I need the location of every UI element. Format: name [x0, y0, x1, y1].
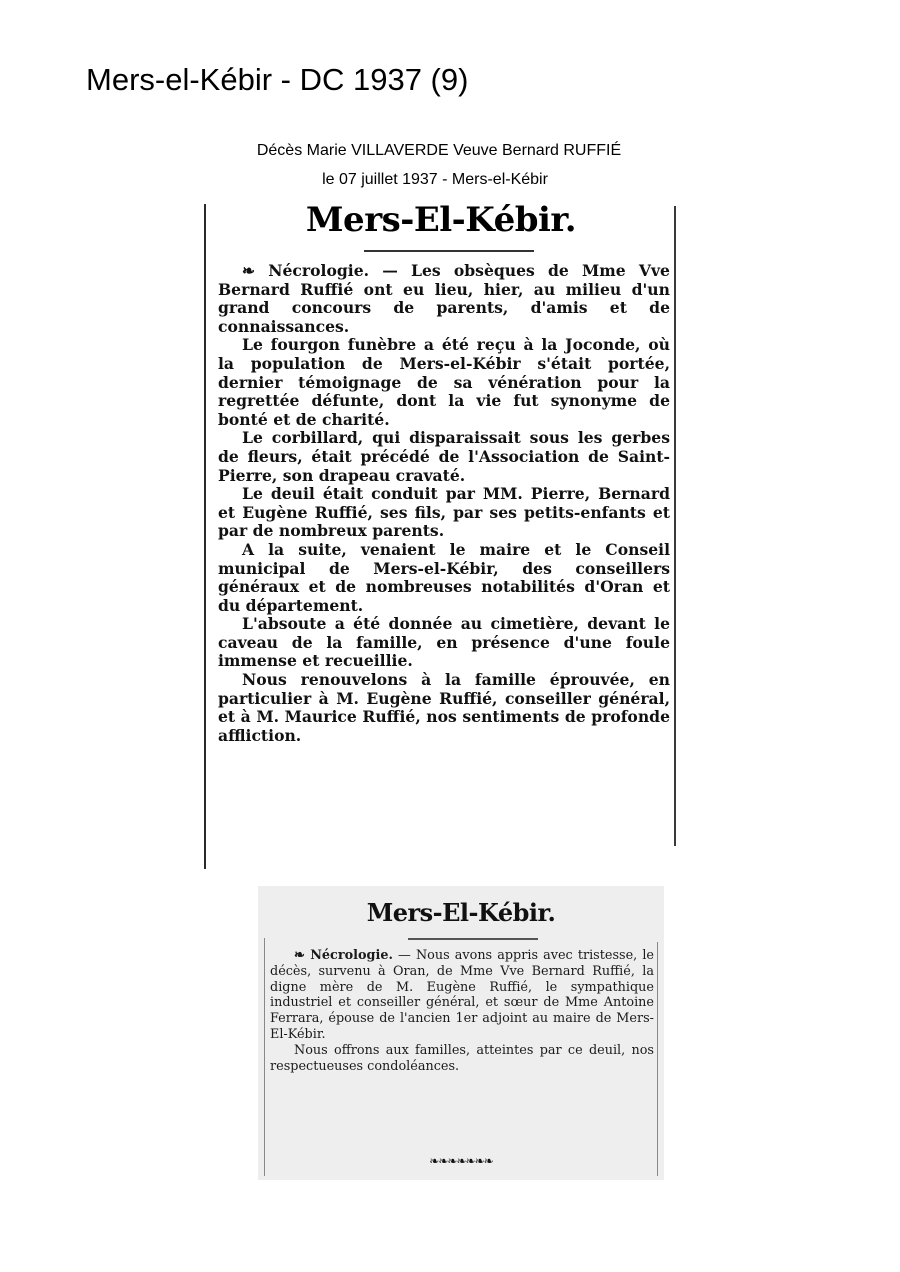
- column-rule-right: [657, 942, 658, 1176]
- end-ornament: ❧❧❧❧❧❧❧: [429, 1154, 493, 1168]
- paragraph: Nous renouvelons à la famille éprouvée, en particulier à M. Eugène Ruffié, conseiller général, et à M. Maurice Ruffié, nos sentiments de profonde affliction.: [218, 670, 670, 745]
- paragraph: [218, 262, 670, 336]
- clipping-masthead: Mers-El-Kébir.: [305, 200, 577, 240]
- paragraph: L'absoute a été donnée au cimetière, devant le caveau de la famille, en présence d'une foule immense et recueillie.: [218, 614, 670, 671]
- caption-death-record: Décès Marie VILLAVERDE Veuve Bernard RUFFIÉ: [256, 142, 622, 159]
- paragraph-text: — Nous avons appris avec tristesse, le décès, survenu à Oran, de Mme Vve Bernard Ruffié, la digne mère de M. Eugène Ruffié, le sympathique industriel et conseiller général, et sœur de Mme Antoine Ferrara, épouse de l'ancien 1er adjoint au maire de Mers-El-Kébir.: [270, 948, 655, 1042]
- newspaper-clipping-obituary: [204, 196, 678, 871]
- masthead-rule: [364, 250, 534, 255]
- section-lead: ❧ Nécrologie.: [242, 261, 370, 280]
- paragraph: [270, 948, 654, 1043]
- paragraph: Le corbillard, qui disparaissait sous les gerbes de fleurs, était précédé de l'Association de Saint-Pierre, son drapeau cravaté.: [218, 428, 670, 485]
- paragraph: Nous offrons aux familles, atteintes par ce deuil, nos respectueuses condoléances.: [270, 1042, 654, 1074]
- page-heading: Mers-el-Kébir - DC 1937 (9): [86, 62, 469, 97]
- paragraph: Le fourgon funèbre a été reçu à la Joconde, où la population de Mers-el-Kébir s'était portée, dernier témoignage de sa vénération pour la regrettée défunte, dont la vie fut synonyme de bonté et de charité.: [218, 335, 670, 429]
- newspaper-clipping-death-notice: [258, 886, 664, 1180]
- clipping-masthead: Mers-El-Kébir.: [366, 898, 556, 927]
- column-rule-left: [264, 938, 265, 1176]
- paragraph: Le deuil était conduit par MM. Pierre, Bernard et Eugène Ruffié, ses fils, par ses petits-enfants et par de nombreux parents.: [218, 484, 670, 541]
- caption-date-place: le 07 juillet 1937 - Mers-el-Kébir: [322, 171, 548, 188]
- section-lead: ❧ Nécrologie.: [294, 948, 393, 963]
- column-rule-right: [674, 206, 676, 846]
- column-rule-left: [204, 204, 206, 869]
- clipping-body: [218, 262, 670, 745]
- paragraph: A la suite, venaient le maire et le Conseil municipal de Mers-el-Kébir, des conseillers généraux et de nombreuses notabilités d'Oran et du département.: [218, 539, 670, 615]
- paragraph-text: — Les obsèques de Mme Vve Bernard Ruffié ont eu lieu, hier, au milieu d'un grand concours de parents, d'amis et de connaissances.: [218, 261, 670, 336]
- masthead-rule: [408, 938, 538, 940]
- clipping-body: [270, 948, 654, 1074]
